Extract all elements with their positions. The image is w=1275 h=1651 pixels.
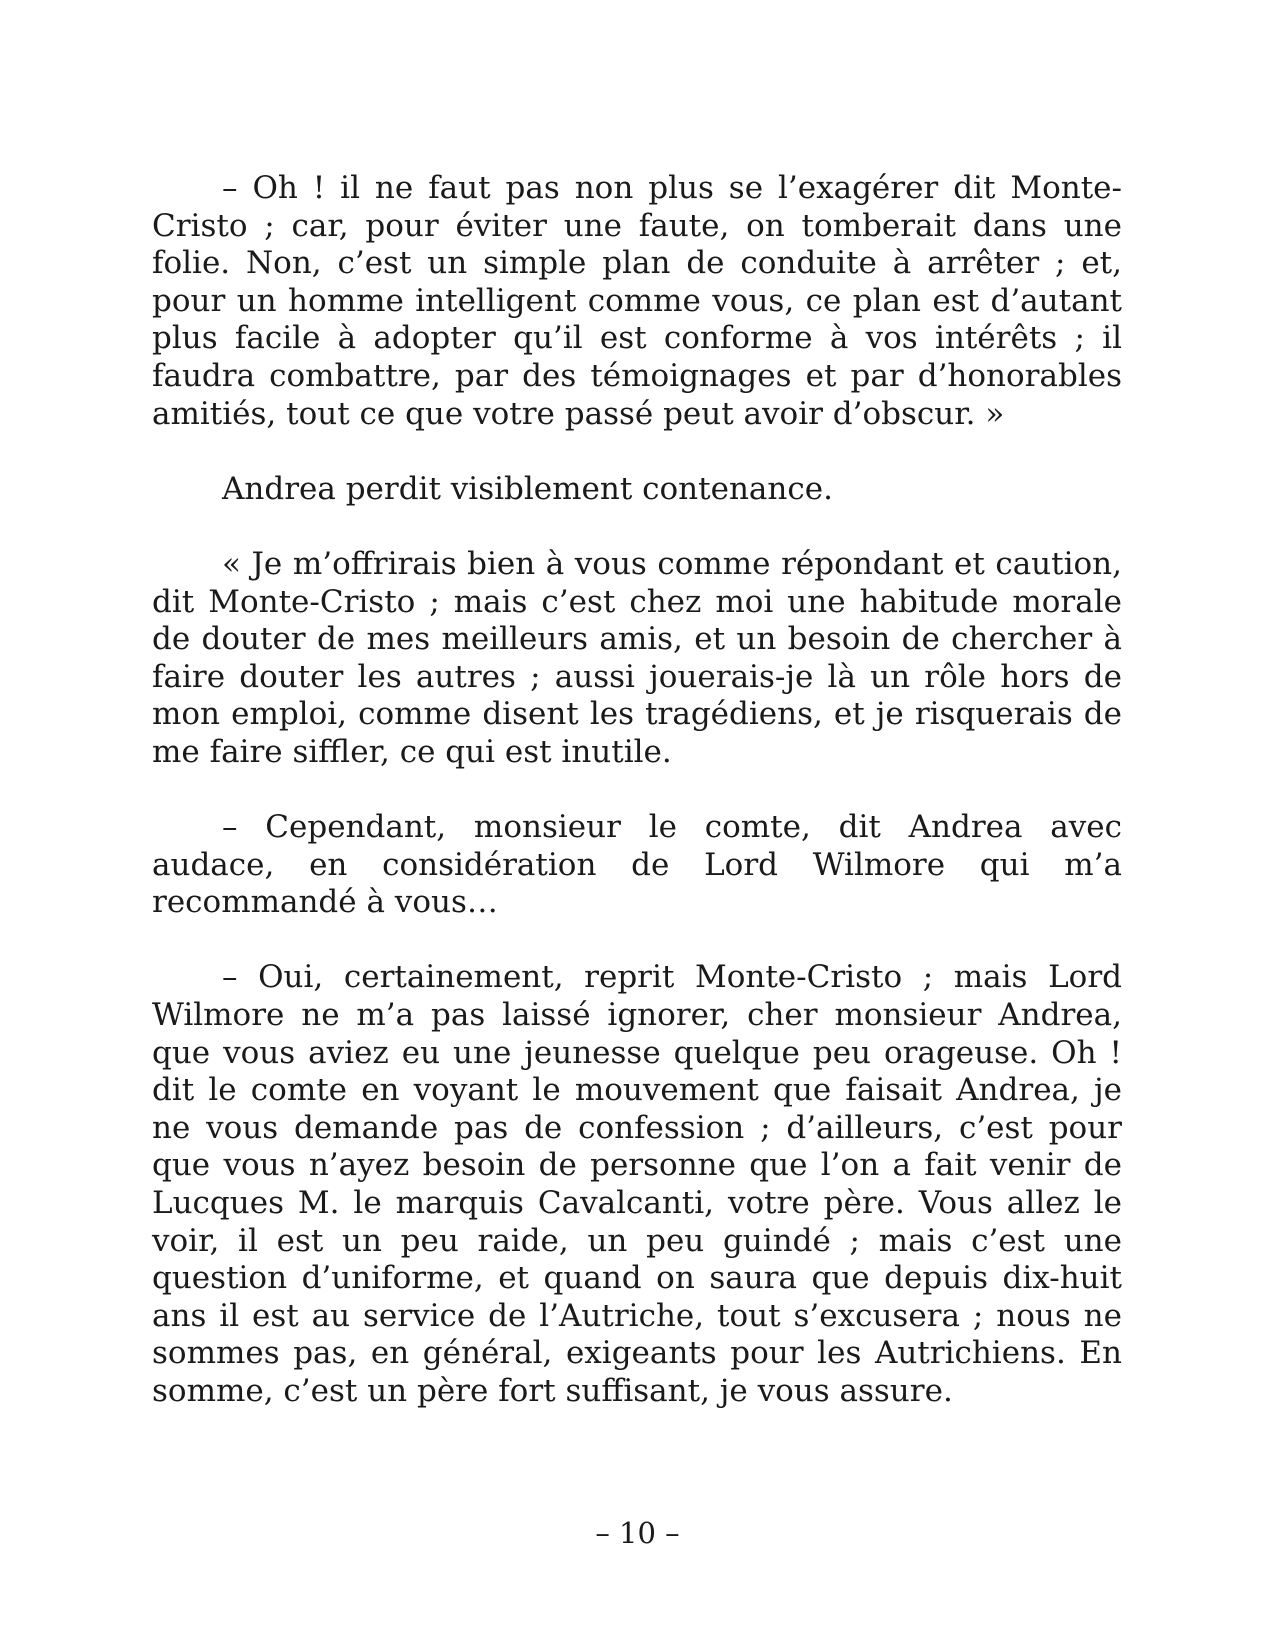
paragraph: – Cependant, monsieur le comte, dit Andrea avec audace, en considération de Lord Wilmore qui m’a recommandé à vous…: [152, 809, 1122, 921]
paragraph: Andrea perdit visiblement contenance.: [222, 470, 833, 507]
page-number: – 10 –: [595, 1516, 680, 1550]
page-body: [152, 170, 1122, 1448]
paragraph: – Oui, certainement, reprit Monte-Cristo ; mais Lord Wilmore ne m’a pas laissé ignorer, cher monsieur Andrea, que vous aviez eu une jeunesse quelque peu orageuse. Oh ! dit le comte en voyant le mouvement que faisait Andrea, je ne vous demande pas de confession ; d’ailleurs, c’est pour que vous n’ayez besoin de personne que l’on a fait venir de Lucques M. le marquis Cavalcanti, votre père. Vous allez le voir, il est un peu raide, un peu guindé ; mais c’est une question d’uniforme, et quand on saura que depuis dix-huit ans il est au service de l’Autriche, tout s’excusera ; nous ne sommes pas, en général, exigeants pour les Autrichiens. En somme, c’est un père fort suffisant, je vous assure.: [152, 959, 1122, 1409]
paragraph: – Oh ! il ne faut pas non plus se l’exagérer dit Monte-Cristo ; car, pour éviter une faute, on tomberait dans une folie. Non, c’est un simple plan de conduite à arrêter ; et, pour un homme intelligent comme vous, ce plan est d’autant plus facile à adopter qu’il est conforme à vos intérêts ; il faudra combattre, par des témoignages et par d’honorables amitiés, tout ce que votre passé peut avoir d’obscur. »: [152, 170, 1122, 432]
paragraph: « Je m’offrirais bien à vous comme répondant et caution, dit Monte-Cristo ; mais c’est chez moi une habitude morale de douter de mes meilleurs amis, et un besoin de chercher à faire douter les autres ; aussi jouerais-je là un rôle hors de mon emploi, comme disent les tragédiens, et je risquerais de me faire siffler, ce qui est inutile.: [152, 545, 1122, 770]
